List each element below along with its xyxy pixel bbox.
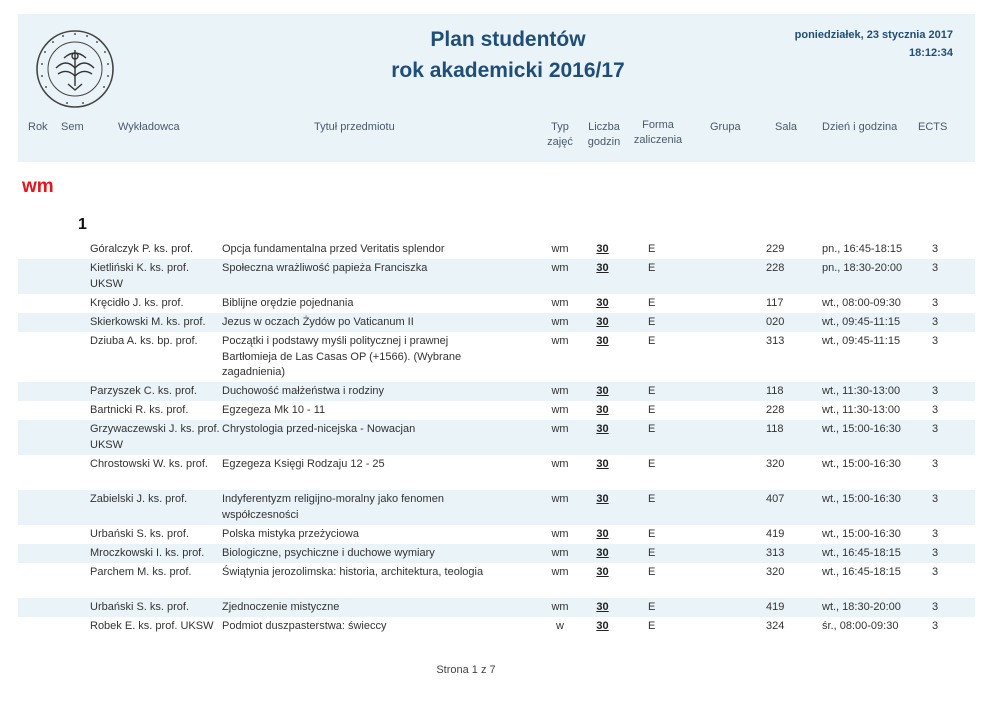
assessment-form: E [648,404,656,416]
ects-value: 3 [932,297,939,309]
hours-link[interactable]: 30 [596,385,609,397]
table-row [18,598,975,617]
hours-link[interactable]: 30 [596,262,609,274]
ects-value: 3 [932,566,939,578]
room: 313 [766,547,785,559]
hours-link[interactable]: 30 [596,335,609,347]
course-title: Chrystologia przed-nicejska - Nowacjan [222,423,416,435]
room: 320 [766,458,785,470]
hours-link[interactable]: 30 [596,601,609,613]
class-type: wm [551,404,569,416]
section-heading: wm [22,176,54,197]
day-time: wt., 09:45-11:15 [822,316,901,328]
assessment-form: E [648,385,656,397]
ects-value: 3 [932,493,939,505]
lecturer: Skierkowski M. ks. prof. [90,316,206,328]
room: 118 [766,423,784,435]
class-type: w [556,620,564,632]
hours-link[interactable]: 30 [596,566,609,578]
assessment-form: E [648,297,656,309]
col-dzien-godzina: Dzień i godzina [822,121,898,133]
table-row [18,563,975,598]
table-row [18,240,975,259]
hours-link[interactable]: 30 [596,458,609,470]
day-time: wt., 11:30-13:00 [822,404,901,416]
hours-link[interactable]: 30 [596,243,609,255]
class-type: wm [551,547,569,559]
ects-value: 3 [932,262,939,274]
lecturer: Kręcidło J. ks. prof. [90,297,184,309]
title-line-1: Plan studentów [430,28,586,51]
course-title: Egzegeza Księgi Rodzaju 12 - 25 [222,458,385,470]
day-time: wt., 18:30-20:00 [822,601,901,613]
time-text: 18:12:34 [908,47,953,59]
room: 320 [766,566,785,578]
course-title: Zjednoczenie mistyczne [222,601,340,613]
room: 419 [766,528,785,540]
assessment-form: E [648,423,656,435]
day-time: wt., 08:00-09:30 [822,297,901,309]
lecturer: Robek E. ks. prof. UKSW [90,620,214,632]
ects-value: 3 [932,601,939,613]
room: 228 [766,404,785,416]
ects-value: 3 [932,404,939,416]
room: 313 [766,335,785,347]
hours-link[interactable]: 30 [596,493,609,505]
lecturer: Urbański S. ks. prof. [90,601,190,613]
class-type: wm [551,335,569,347]
class-type: wm [551,528,569,540]
assessment-form: E [648,316,656,328]
day-time: wt., 16:45-18:15 [822,547,901,559]
ects-value: 3 [932,385,939,397]
lecturer: Góralczyk P. ks. prof. [90,243,194,255]
course-title: Biologiczne, psychiczne i duchowe wymiary [222,547,435,559]
day-time: wt., 15:00-16:30 [822,493,901,505]
class-type: wm [551,601,569,613]
course-title: Jezus w oczach Żydów po Vaticanum II [222,316,414,328]
class-type: wm [551,566,569,578]
title-line-2: rok akademicki 2016/17 [391,59,625,82]
col-sem: Sem [61,121,84,133]
day-time: wt., 15:00-16:30 [822,458,901,470]
lecturer: Parzyszek C. ks. prof. [90,385,197,397]
lecturer: Urbański S. ks. prof. [90,528,190,540]
lecturer: Parchem M. ks. prof. [90,566,192,578]
lecturer: Dziuba A. ks. bp. prof. [90,335,198,347]
col-ects: ECTS [918,121,948,133]
day-time: pn., 18:30-20:00 [822,262,903,274]
ects-value: 3 [932,620,939,632]
year-heading: 1 [78,216,87,233]
assessment-form: E [648,620,656,632]
hours-link[interactable]: 30 [596,620,609,632]
table-row [18,259,975,294]
course-title: Początki i podstawy myśli politycznej i prawnej Bartłomieja de Las Casas OP (+1566). (Wybrane zagadnienia) [222,335,462,378]
hours-link[interactable]: 30 [596,528,609,540]
table-row [18,617,975,636]
day-time: śr., 08:00-09:30 [822,620,899,632]
col-typ: Typ zajęć [547,121,573,148]
hours-link[interactable]: 30 [596,297,609,309]
table-row [18,313,975,332]
ects-value: 3 [932,243,939,255]
room: 228 [766,262,785,274]
col-tytul: Tytuł przedmiotu [314,121,395,133]
course-title: Polska mistyka przeżyciowa [222,528,359,540]
table-row [18,332,975,382]
course-title: Świątynia jerozolimska: historia, architektura, teologia [222,566,484,578]
class-type: wm [551,316,569,328]
day-time: wt., 15:00-16:30 [822,528,901,540]
col-forma-zaliczenia: Forma zaliczenia [633,119,683,146]
lecturer: Zabielski J. ks. prof. [90,493,188,505]
day-time: pn., 16:45-18:15 [822,243,903,255]
class-type: wm [551,243,569,255]
room: 324 [766,620,785,632]
assessment-form: E [648,335,656,347]
date-text: poniedziałek, 23 stycznia 2017 [794,29,953,41]
table-row [18,420,975,455]
university-seal-icon [34,28,116,110]
assessment-form: E [648,601,656,613]
page-title [318,24,698,86]
assessment-form: E [648,243,656,255]
col-grupa: Grupa [710,121,741,133]
table-row [18,544,975,563]
course-title: Społeczna wrażliwość papieża Franciszka [222,262,428,274]
hours-link[interactable]: 30 [596,404,609,416]
assessment-form: E [648,458,656,470]
room: 419 [766,601,785,613]
course-title: Biblijne orędzie pojednania [222,297,354,309]
ects-value: 3 [932,423,939,435]
class-type: wm [551,262,569,274]
table-row [18,525,975,544]
course-title: Podmiot duszpasterstwa: świeccy [222,620,387,632]
lecturer: Grzywaczewski J. ks. prof. UKSW [90,423,220,451]
course-title: Indyferentyzm religijno-moralny jako fenomen współczesności [222,493,444,521]
ects-value: 3 [932,316,939,328]
class-type: wm [551,423,569,435]
report-header [18,14,975,162]
table-row [18,490,975,525]
col-sala: Sala [775,121,798,133]
lecturer: Bartnicki R. ks. prof. [90,404,189,416]
lecturer: Chrostowski W. ks. prof. [90,458,208,470]
course-title: Duchowość małżeństwa i rodziny [222,385,385,397]
class-type: wm [551,493,569,505]
lecturer: Kietliński K. ks. prof. UKSW [90,262,190,290]
day-time: wt., 11:30-13:00 [822,385,901,397]
col-rok: Rok [28,121,48,133]
lecturer: Mroczkowski I. ks. prof. [90,547,205,559]
hours-link[interactable]: 30 [596,316,609,328]
col-wykladowca: Wykładowca [118,121,180,133]
table-row [18,382,975,401]
room: 229 [766,243,785,255]
ects-value: 3 [932,458,939,470]
assessment-form: E [648,262,656,274]
assessment-form: E [648,566,656,578]
class-type: wm [551,297,569,309]
ects-value: 3 [932,547,939,559]
assessment-form: E [648,528,656,540]
col-liczba-godzin: Liczba godzin [587,121,621,148]
room: 118 [766,385,784,397]
day-time: wt., 16:45-18:15 [822,566,901,578]
schedule-table [18,240,975,636]
assessment-form: E [648,493,656,505]
print-date [795,26,953,62]
hours-link[interactable]: 30 [596,423,609,435]
room: 407 [766,493,785,505]
hours-link[interactable]: 30 [596,547,609,559]
room: 117 [766,297,784,309]
day-time: wt., 09:45-11:15 [822,335,901,347]
table-row [18,455,975,490]
ects-value: 3 [932,528,939,540]
class-type: wm [551,385,569,397]
course-title: Opcja fundamentalna przed Veritatis splendor [222,243,445,255]
day-time: wt., 15:00-16:30 [822,423,901,435]
table-row [18,401,975,420]
room: 020 [766,316,785,328]
table-row [18,294,975,313]
page-footer: Strona 1 z 7 [436,664,496,676]
assessment-form: E [648,547,656,559]
course-title: Egzegeza Mk 10 - 11 [222,404,326,416]
class-type: wm [551,458,569,470]
ects-value: 3 [932,335,939,347]
